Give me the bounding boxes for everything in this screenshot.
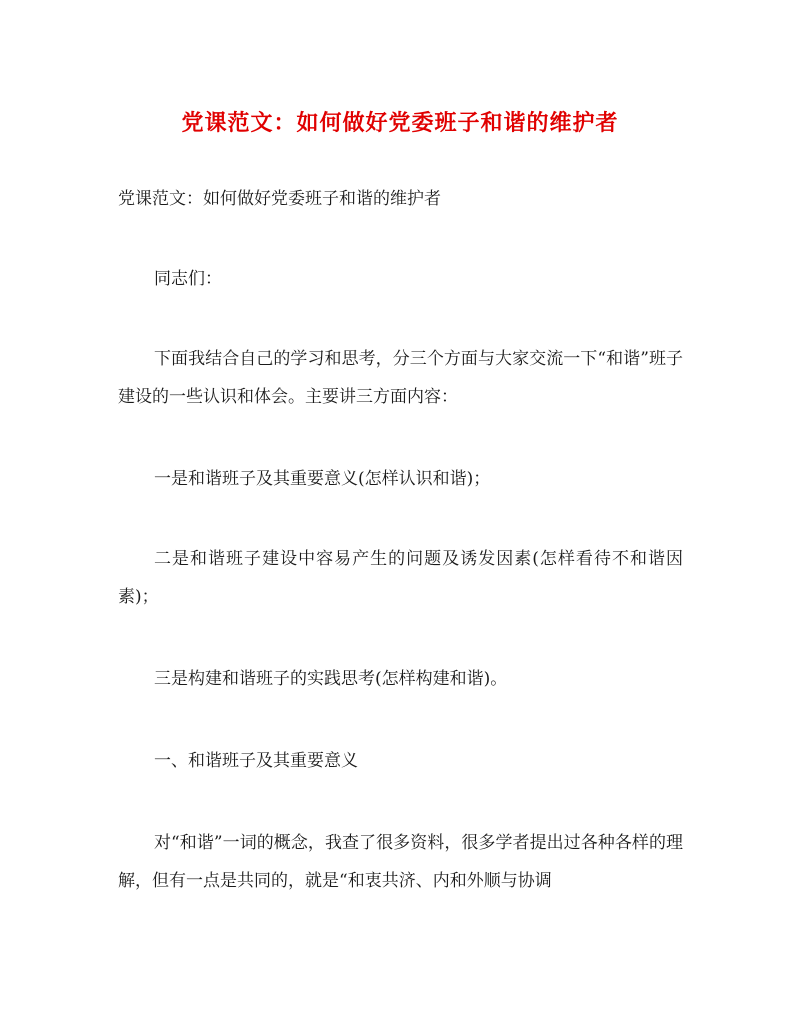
body-paragraph: 对“和谐”一词的概念，我查了很多资料，很多学者提出过各种各样的理解，但有一点是共同的，就是“和衷共济、内和外顺与协调 <box>118 833 683 891</box>
intro-paragraph: 下面我结合自己的学习和思考，分三个方面与大家交流一下“和谐”班子建设的一些认识和体会。主要讲三方面内容： <box>118 349 683 407</box>
point-one-paragraph: 一是和谐班子及其重要意义(怎样认识和谐)； <box>154 469 491 489</box>
salutation-paragraph: 同志们： <box>154 269 222 289</box>
document-title: 党课范文：如何做好党委班子和谐的维护者 <box>181 110 619 136</box>
point-two-paragraph: 二是和谐班子建设中容易产生的问题及诱发因素(怎样看待不和谐因素)； <box>118 549 683 607</box>
section-heading-one: 一、和谐班子及其重要意义 <box>154 751 358 771</box>
subtitle-paragraph: 党课范文：如何做好党委班子和谐的维护者 <box>118 189 441 209</box>
point-three-paragraph: 三是构建和谐班子的实践思考(怎样构建和谐)。 <box>154 669 508 689</box>
